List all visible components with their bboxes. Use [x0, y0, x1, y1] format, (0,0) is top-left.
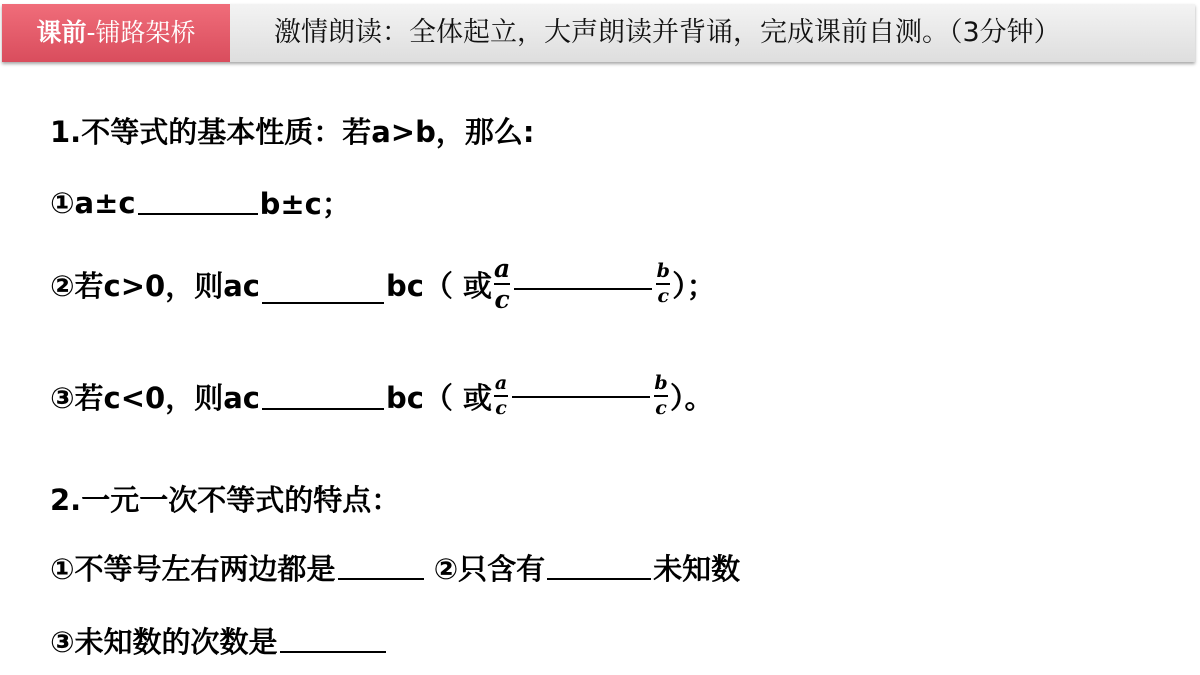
fraction-denominator: c [655, 397, 667, 419]
answer-blank-7[interactable] [547, 578, 651, 580]
answer-blank-6[interactable] [338, 578, 424, 580]
section2-title [50, 478, 400, 519]
fraction-numerator: b [654, 372, 668, 394]
property-line-3 [50, 374, 714, 418]
fraction-b-over-c-1 [656, 262, 670, 306]
feature-line-2 [50, 620, 388, 661]
property-3-mid: bc（ 或 [385, 380, 493, 415]
answer-blank-3[interactable] [514, 288, 652, 290]
feature-1-text: ①不等号左右两边都是 [50, 552, 336, 586]
feature-2-suffix: 未知数 [653, 552, 741, 586]
property-2-end: ）； [672, 268, 716, 303]
section-tag-bold: 课前 [36, 18, 87, 47]
fraction-numerator: a [494, 372, 508, 394]
property-1-suffix: b±c； [259, 187, 351, 221]
fraction-a-over-c-1 [494, 256, 510, 312]
section2-title-text: 2.一元一次不等式的特点： [50, 483, 401, 517]
fraction-denominator: c [494, 285, 510, 314]
answer-blank-5[interactable] [512, 396, 650, 398]
answer-blank-2[interactable] [262, 302, 384, 304]
property-1-prefix: ①a±c [50, 185, 136, 220]
property-2-prefix: ②若c>0，则ac [50, 268, 260, 303]
fraction-a-over-c-2 [494, 374, 508, 418]
property-line-1 [50, 182, 351, 223]
fraction-denominator: c [495, 397, 507, 419]
fraction-numerator: a [494, 254, 511, 283]
section1-title-text: 1.不等式的基本性质：若a>b，那么: [50, 115, 535, 149]
fraction-numerator: b [656, 260, 670, 282]
property-line-2 [50, 256, 716, 312]
feature-2-text: ②只含有 [433, 552, 546, 586]
instruction-text: 激情朗读：全体起立，大声朗读并背诵，完成课前自测。（3分钟） [274, 17, 1061, 48]
feature-line-1 [50, 547, 740, 588]
property-2-mid: bc（ 或 [385, 268, 493, 303]
section-tag-rest: -铺路架桥 [86, 18, 196, 47]
feature-3-text: ③未知数的次数是 [50, 625, 278, 659]
section1-title [50, 110, 534, 151]
header-bar [2, 4, 1195, 62]
property-3-end: ）。 [670, 380, 714, 415]
answer-blank-4[interactable] [262, 408, 384, 410]
answer-blank-1[interactable] [138, 213, 258, 215]
fraction-denominator: c [657, 285, 670, 307]
property-3-prefix: ③若c<0，则ac [50, 380, 260, 415]
section-tag [2, 4, 230, 62]
fraction-b-over-c-2 [654, 374, 668, 418]
answer-blank-8[interactable] [280, 651, 386, 653]
